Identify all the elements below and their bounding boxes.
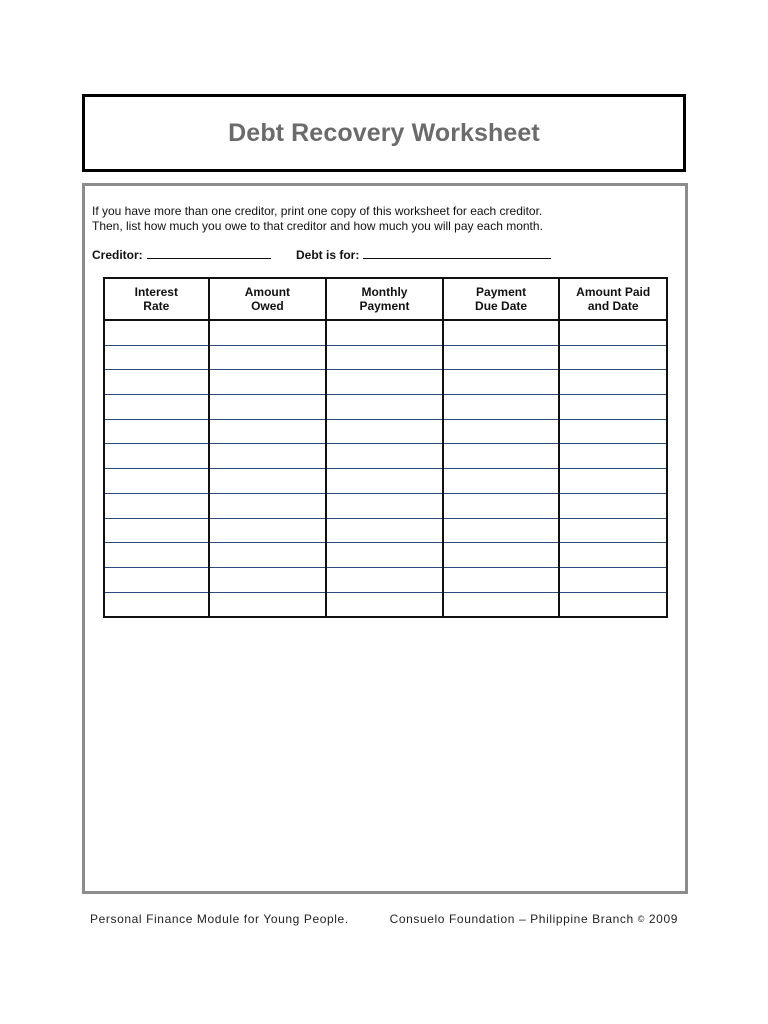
- creditor-field[interactable]: [147, 248, 271, 259]
- worksheet-panel: [82, 183, 688, 894]
- table-cell[interactable]: [326, 543, 443, 568]
- table-cell[interactable]: [104, 419, 209, 444]
- table-cell[interactable]: [326, 370, 443, 395]
- table-cell[interactable]: [209, 320, 327, 345]
- debt-table: [103, 277, 668, 618]
- creditor-label: Creditor:: [92, 248, 143, 262]
- table-cell[interactable]: [326, 395, 443, 420]
- instructions: [92, 204, 677, 233]
- table-row: [104, 567, 667, 592]
- table-cell[interactable]: [443, 444, 560, 469]
- table-cell[interactable]: [104, 444, 209, 469]
- table-cell[interactable]: [559, 419, 667, 444]
- table-cell[interactable]: [559, 518, 667, 543]
- footer-credit: [390, 912, 678, 926]
- table-cell[interactable]: [559, 395, 667, 420]
- table-cell[interactable]: [443, 592, 560, 617]
- table-row: [104, 345, 667, 370]
- table-cell[interactable]: [209, 444, 327, 469]
- table-cell[interactable]: [104, 345, 209, 370]
- table-cell[interactable]: [326, 444, 443, 469]
- table-cell[interactable]: [559, 370, 667, 395]
- table-cell[interactable]: [559, 469, 667, 494]
- table-cell[interactable]: [326, 567, 443, 592]
- table-cell[interactable]: [326, 345, 443, 370]
- table-header-row: [104, 278, 667, 320]
- title-box: [82, 94, 686, 172]
- table-cell[interactable]: [104, 320, 209, 345]
- table-row: [104, 320, 667, 345]
- table-cell[interactable]: [104, 395, 209, 420]
- table-cell[interactable]: [209, 543, 327, 568]
- instruction-line-2: Then, list how much you owe to that creditor and how much you will pay each month.: [92, 218, 543, 233]
- table-row: [104, 518, 667, 543]
- table-row: [104, 469, 667, 494]
- debt-label: Debt is for:: [296, 248, 360, 262]
- table-cell[interactable]: [443, 493, 560, 518]
- table-cell[interactable]: [104, 469, 209, 494]
- table-cell[interactable]: [559, 592, 667, 617]
- table-cell[interactable]: [209, 395, 327, 420]
- table-cell[interactable]: [559, 444, 667, 469]
- table-cell[interactable]: [443, 419, 560, 444]
- table-row: [104, 543, 667, 568]
- footer-organization: Consuelo Foundation – Philippine Branch: [389, 912, 634, 926]
- table-cell[interactable]: [326, 592, 443, 617]
- table-row: [104, 444, 667, 469]
- table-cell[interactable]: [209, 493, 327, 518]
- table-cell[interactable]: [326, 419, 443, 444]
- table-cell[interactable]: [443, 395, 560, 420]
- table-cell[interactable]: [443, 469, 560, 494]
- footer-module-title: Personal Finance Module for Young People.: [90, 912, 349, 926]
- column-header-payment-due-date: Payment Due Date: [443, 278, 560, 320]
- table-cell[interactable]: [326, 469, 443, 494]
- table-cell[interactable]: [104, 567, 209, 592]
- table-cell[interactable]: [104, 493, 209, 518]
- table-row: [104, 592, 667, 617]
- table-cell[interactable]: [443, 370, 560, 395]
- table-cell[interactable]: [104, 518, 209, 543]
- column-header-amount-paid: Amount Paid and Date: [559, 278, 667, 320]
- table-cell[interactable]: [326, 518, 443, 543]
- table-cell[interactable]: [559, 493, 667, 518]
- column-header-monthly-payment: Monthly Payment: [326, 278, 443, 320]
- table-cell[interactable]: [209, 419, 327, 444]
- table-cell[interactable]: [104, 543, 209, 568]
- table-cell[interactable]: [209, 518, 327, 543]
- table-cell[interactable]: [559, 567, 667, 592]
- table-cell[interactable]: [559, 543, 667, 568]
- debt-field[interactable]: [363, 248, 551, 259]
- table-cell[interactable]: [209, 592, 327, 617]
- page-title: Debt Recovery Worksheet: [228, 118, 540, 147]
- column-header-interest-rate: Interest Rate: [104, 278, 209, 320]
- table-cell[interactable]: [209, 567, 327, 592]
- table-cell[interactable]: [559, 345, 667, 370]
- table-cell[interactable]: [443, 567, 560, 592]
- table-cell[interactable]: [209, 469, 327, 494]
- instruction-line-1: If you have more than one creditor, print one copy of this worksheet for each creditor.: [92, 204, 543, 218]
- table-row: [104, 370, 667, 395]
- table-cell[interactable]: [209, 370, 327, 395]
- table-cell[interactable]: [326, 320, 443, 345]
- column-header-amount-owed: Amount Owed: [209, 278, 327, 320]
- footer-year: 2009: [648, 912, 678, 926]
- table-cell[interactable]: [443, 345, 560, 370]
- table-cell[interactable]: [104, 370, 209, 395]
- table-cell[interactable]: [326, 493, 443, 518]
- table-cell[interactable]: [559, 320, 667, 345]
- header-fields: [92, 248, 551, 262]
- table-cell[interactable]: [209, 345, 327, 370]
- table-cell[interactable]: [104, 592, 209, 617]
- table-cell[interactable]: [443, 543, 560, 568]
- table-body: [104, 320, 667, 617]
- table-cell[interactable]: [443, 320, 560, 345]
- table-cell[interactable]: [443, 518, 560, 543]
- copyright-symbol: ©: [637, 914, 645, 924]
- table-row: [104, 419, 667, 444]
- table-row: [104, 395, 667, 420]
- table-row: [104, 493, 667, 518]
